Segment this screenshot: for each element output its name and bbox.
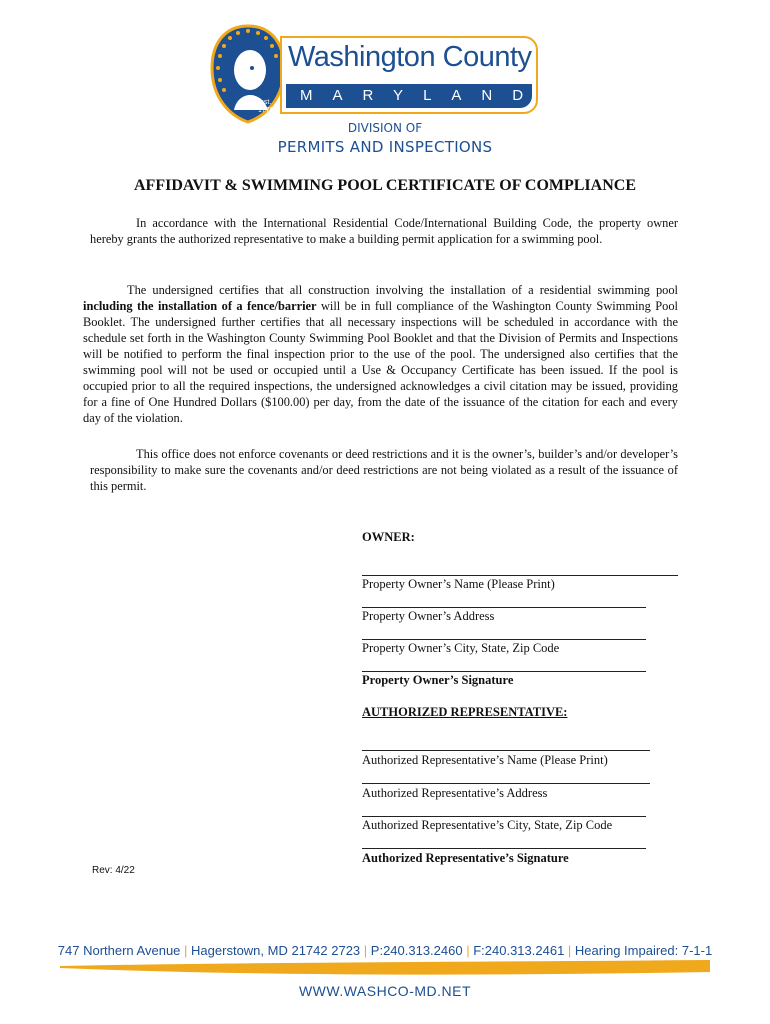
owner-heading: OWNER: bbox=[362, 530, 415, 544]
washington-seal-icon bbox=[208, 24, 288, 124]
rep-name-label: Authorized Representative’s Name (Please Print) bbox=[362, 753, 608, 767]
rep-city-label: Authorized Representative’s City, State, Zip Code bbox=[362, 818, 613, 832]
footer-fax: F:240.313.2461 bbox=[473, 943, 565, 958]
footer-contact: 747 Northern Avenue | Hagerstown, MD 21742 2723 | P:240.313.2460 | F:240.313.2461 | Hearing Impaired: 7-1-1 bbox=[57, 943, 713, 958]
rep-name-line[interactable] bbox=[362, 750, 650, 751]
rep-city-line[interactable] bbox=[362, 816, 646, 817]
footer-city: Hagerstown, MD 21742 2723 bbox=[191, 943, 361, 958]
owner-name-line[interactable] bbox=[362, 575, 678, 576]
county-logo bbox=[208, 24, 544, 124]
owner-signature-label: Property Owner’s Signature bbox=[362, 673, 514, 687]
rep-heading: AUTHORIZED REPRESENTATIVE: bbox=[362, 705, 568, 719]
seal-est-text: est. bbox=[260, 99, 272, 106]
owner-address-label: Property Owner’s Address bbox=[362, 609, 495, 623]
division-label: DIVISION OF bbox=[347, 121, 423, 135]
fence-barrier-emphasis: including the installation of a fence/barrier bbox=[83, 299, 317, 313]
owner-signature-line[interactable] bbox=[362, 671, 646, 672]
paragraph-certification: The undersigned certifies that all construction involving the installation of a residential swimming pool including the installation of a fence/barrier will be in full compliance of the Washington County Swimming Pool Booklet. The undersigned further certifies that all necessary inspections will be scheduled in accordance with the schedule set forth in the Washington County Swimming Pool Booklet and that the Division of Permits and Inspections will be notified to perform the final inspection prior to the use of the pool. The undersigned also certifies that the swimming pool will not be used or occupied until a Use & Occupancy Certificate has been issued. If the pool is occupied prior to all the required inspections, the undersigned acknowledges a civil citation may be issued, providing for a fine of One Hundred Dollars ($100.00) per day, from the date of the issuance of the citation for each and every day of the violation. bbox=[83, 283, 678, 425]
owner-city-label: Property Owner’s City, State, Zip Code bbox=[362, 641, 560, 655]
footer-phone: P:240.313.2460 bbox=[370, 943, 463, 958]
owner-address-line[interactable] bbox=[362, 607, 646, 608]
department-name: PERMITS AND INSPECTIONS bbox=[277, 138, 493, 156]
footer-hearing-impaired: Hearing Impaired: 7-1-1 bbox=[574, 943, 713, 958]
paragraph-covenants: This office does not enforce covenants or deed restrictions and it is the owner’s, builder’s and/or developer’s responsibility to make sure the covenants and/or deed restrictions are not being violated as a result of the issuance of this permit. bbox=[90, 447, 678, 493]
rep-address-label: Authorized Representative’s Address bbox=[362, 786, 548, 800]
rep-address-line[interactable] bbox=[362, 783, 650, 784]
paragraph-authorization: In accordance with the International Residential Code/International Building Code, the property owner hereby grants the authorized representative to make a building permit application for a swimming pool. bbox=[90, 216, 678, 246]
logo-county-name: Washington County bbox=[288, 41, 532, 73]
logo-state-name: MARYLAND bbox=[300, 87, 544, 104]
svg-text:1776: 1776 bbox=[258, 107, 274, 114]
footer-website-link[interactable]: WWW.WASHCO-MD.NET bbox=[298, 983, 472, 999]
owner-name-label: Property Owner’s Name (Please Print) bbox=[362, 577, 555, 591]
footer-address: 747 Northern Avenue bbox=[57, 943, 181, 958]
rep-signature-label: Authorized Representative’s Signature bbox=[362, 851, 569, 865]
revision-label: Rev: 4/22 bbox=[92, 865, 135, 876]
rep-signature-line[interactable] bbox=[362, 848, 646, 849]
document-title: AFFIDAVIT & SWIMMING POOL CERTIFICATE OF COMPLIANCE bbox=[134, 177, 636, 194]
owner-city-line[interactable] bbox=[362, 639, 646, 640]
